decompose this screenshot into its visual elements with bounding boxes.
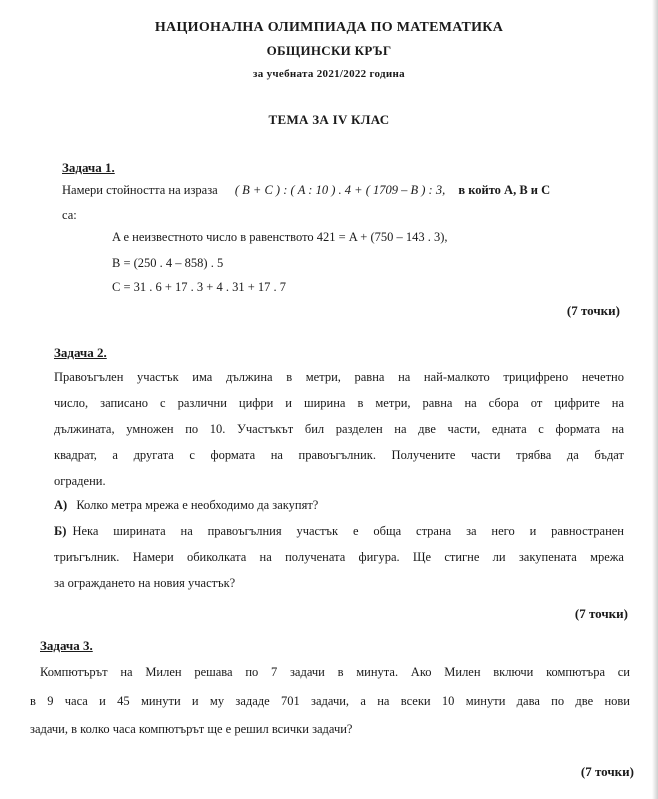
task2-part-a: [54, 498, 318, 513]
page-edge-shadow: [652, 0, 658, 799]
task3-points: (7 точки): [580, 764, 634, 779]
task2-points: (7 точки): [574, 606, 628, 621]
task1-line-c: C = 31 . 6 + 17 . 3 + 4 . 31 + 17 . 7: [112, 280, 287, 294]
task3-line: Компютърът на Милен решава по 7 задачи в минута. Ако Милен включи компютъра си: [40, 665, 630, 679]
task3-title: Задача 3.: [40, 638, 93, 653]
task1-expression: ( B + C ) : ( A : 10 ) . 4 + ( 1709 – B ) : 3,: [234, 183, 446, 197]
task2-part-b-label: Б): [54, 524, 67, 538]
task1-where: в който A, B и C: [458, 183, 551, 197]
task2-line: число, записано с различни цифри и ширина в метри, равна на сбора от цифрите на: [54, 396, 624, 410]
task1-intro: Намери стойността на израза: [62, 183, 218, 197]
task2-line: Правоъгълен участък има дължина в метри, равна на най-малкото трицифрено нечетно: [54, 370, 624, 384]
task2-part-a-label: А): [54, 498, 68, 512]
task2-part-b-text: Нека ширината на правоъгълния участък е обща страна за него и равностранен: [72, 524, 624, 538]
task1-title: Задача 1.: [62, 160, 115, 175]
task3-line: задачи, в колко часа компютърът ще е решил всички задачи?: [30, 722, 353, 736]
olympiad-title: НАЦИОНАЛНА ОЛИМПИАДА ПО МАТЕМАТИКА: [154, 20, 504, 35]
task2-part-a-text: Колко метра мрежа е необходимо да закупят?: [76, 498, 319, 512]
task3-line: в 9 часа и 45 минути и му зададе 701 задачи, а на всеки 10 минути дава по две нови: [30, 694, 630, 708]
task1-are: са:: [62, 208, 77, 222]
school-year: за учебната 2021/2022 година: [253, 68, 405, 80]
task2-line: квадрат, а другата с формата на правоъгълник. Получените части трябва да бъдат: [54, 448, 624, 462]
task1-points: (7 точки): [566, 303, 620, 318]
round-title: ОБЩИНСКИ КРЪГ: [266, 43, 392, 58]
task1-line-b: B = (250 . 4 – 858) . 5: [112, 256, 224, 270]
task2-part-b-line: триъгълник. Намери обиколката на получената фигура. Ще стигне ли закупената мрежа: [54, 550, 624, 564]
task2-line: оградени.: [54, 474, 106, 488]
task1-statement: [62, 183, 622, 198]
task2-part-b-line: за ограждането на новия участък?: [54, 576, 236, 590]
task1-line-a: A е неизвестното число в равенството 421 = A + (750 – 143 . 3),: [112, 230, 448, 244]
task2-part-b: [54, 524, 624, 539]
grade-theme: ТЕМА ЗА IV КЛАС: [268, 112, 390, 127]
task2-line: дължината, умножен по 10. Участъкът бил разделен на две части, едната с формата на: [54, 422, 624, 436]
task2-title: Задача 2.: [54, 345, 107, 360]
